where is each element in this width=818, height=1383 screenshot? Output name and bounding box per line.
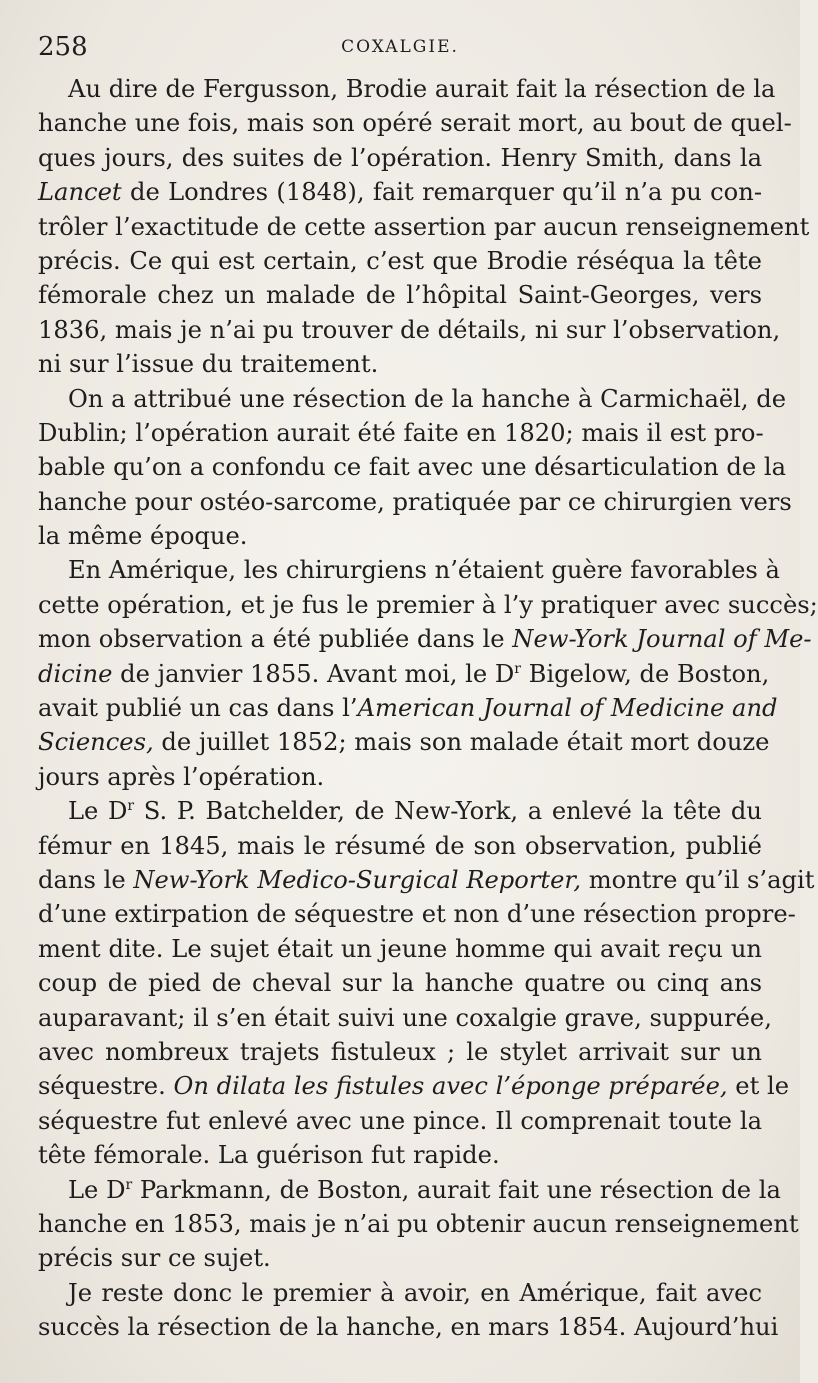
text-segment: fémorale chez un malade de l’hôpital Saint-Georges, vers [38,281,762,310]
text-segment: On a attribué une résection de la hanche à Carmichaël, de [68,384,787,413]
text-line [38,244,762,278]
text-line [38,1207,799,1241]
superscript: r [514,660,521,677]
text-segment: Le D [68,797,128,826]
text-segment: de juillet 1852; mais son malade était mort douze [153,728,770,757]
text-segment: S. P. Batchelder, de New-York, a enlevé la tête du [134,797,762,826]
text-line [38,588,818,622]
text-segment: bable qu’on a confondu ce fait avec une désarticulation de la [38,453,787,482]
page-number: 258 [38,32,88,62]
text-line [38,382,787,416]
running-title: COXALGIE. [341,37,459,57]
text-segment: ni sur l’issue du traitement. [38,350,379,379]
text-segment: précis. Ce qui est certain, c’est que Brodie réséqua la tête [38,246,762,275]
text-segment: tête fémorale. La guérison fut rapide. [38,1141,500,1170]
text-segment: cette opération, et je fus le premier à l’y pratiquer avec succès; [38,590,818,619]
text-line [38,897,796,931]
text-segment: montre qu’il s’agit [581,865,815,894]
text-segment: mon observation a été publiée dans le [38,625,513,654]
text-line [38,278,762,312]
text-segment: d’une extirpation de séquestre et non d’une résection propre- [38,900,796,929]
text-line [38,1035,762,1069]
text-line [38,1069,790,1103]
text-segment: ment dite. Le sujet était un jeune homme qui avait reçu un [38,934,762,963]
page-header [38,28,762,68]
text-segment: En Amérique, les chirurgiens n’étaient guère favorables à [68,556,780,585]
text-segment: séquestre. [38,1072,174,1101]
text-line [38,519,762,553]
text-line [38,1173,781,1207]
italic-text: American Journal of Medicine and [357,694,778,723]
text-line [38,72,776,106]
text-segment: auparavant; il s’en était suivi une coxalgie grave, suppurée, [38,1003,772,1032]
italic-text: Lancet [38,178,122,207]
text-segment: trôler l’exactitude de cette assertion par aucun renseignement [38,212,810,241]
text-line [38,141,762,175]
text-segment: Dublin; l’opération aurait été faite en 1820; mais il est pro- [38,418,764,447]
text-segment: de janvier 1855. Avant moi, le D [112,659,515,688]
text-line [38,553,780,587]
text-segment: de Londres (1848), fait remarquer qu’il n’a pu con- [121,178,762,207]
text-segment: avec nombreux trajets fistuleux ; le stylet arrivait sur un [38,1037,762,1066]
text-segment: Au dire de Fergusson, Brodie aurait fait la résection de la [68,75,776,103]
italic-text: New-York Medico-Surgical Reporter, [133,865,582,894]
text-segment: précis sur ce sujet. [38,1244,271,1273]
text-line [38,106,792,140]
text-segment: séquestre fut enlevé avec une pince. Il comprenait toute la [38,1106,762,1135]
text-line [38,175,762,209]
text-segment: coup de pied de cheval sur la hanche quatre ou cinq ans [38,969,762,998]
italic-text: New-York Journal of Me- [512,625,812,654]
text-line [38,691,778,725]
text-segment: et le [727,1072,790,1101]
text-line [38,1138,762,1172]
text-segment: Parkmann, de Boston, aurait fait une résection de la [132,1175,781,1204]
text-line [38,966,762,1000]
text-line [38,1276,762,1310]
text-segment: hanche une fois, mais son opéré serait mort, au bout de quel- [38,109,792,138]
text-segment: jours après l’opération. [38,762,325,791]
text-line [38,485,792,519]
text-segment: 1836, mais je n’ai pu trouver de détails, ni sur l’observation, [38,315,781,344]
text-line [38,760,762,794]
text-line [38,863,815,897]
text-segment: hanche en 1853, mais je n’ai pu obtenir aucun renseignement [38,1209,799,1238]
text-segment: Le D [68,1175,126,1204]
text-segment: Bigelow, de Boston, [520,659,770,688]
text-line [38,1104,762,1138]
text-line [38,210,810,244]
italic-text: On dilata les fistules avec l’éponge préparée, [173,1072,728,1101]
superscript: r [125,1176,133,1193]
text-segment: avait publié un cas dans l’ [38,694,358,723]
text-line [38,725,770,759]
text-segment: hanche pour ostéo-sarcome, pratiquée par ce chirurgien vers [38,487,792,516]
text-line [38,450,787,484]
text-segment: dans le [38,865,134,894]
text-line [38,416,762,450]
text-line [38,794,762,828]
text-line [38,1310,779,1344]
text-line [38,1001,772,1035]
text-segment: succès la résection de la hanche, en mars 1854. Aujourd’hui [38,1313,779,1342]
superscript: r [127,798,135,815]
text-line [38,1241,762,1275]
italic-text: Sciences, [38,728,154,757]
text-segment: fémur en 1845, mais le résumé de son observation, publié [38,831,762,860]
text-line [38,657,770,691]
body-text [38,72,818,1344]
text-segment: la même époque. [38,522,248,551]
italic-text: dicine [38,659,113,688]
text-segment: Je reste donc le premier à avoir, en Amérique, fait avec [68,1278,762,1307]
text-line [38,829,762,863]
text-line [38,622,812,656]
text-line [38,347,762,381]
text-segment: ques jours, des suites de l’opération. Henry Smith, dans la [38,143,762,172]
text-line [38,932,762,966]
text-line [38,313,781,347]
